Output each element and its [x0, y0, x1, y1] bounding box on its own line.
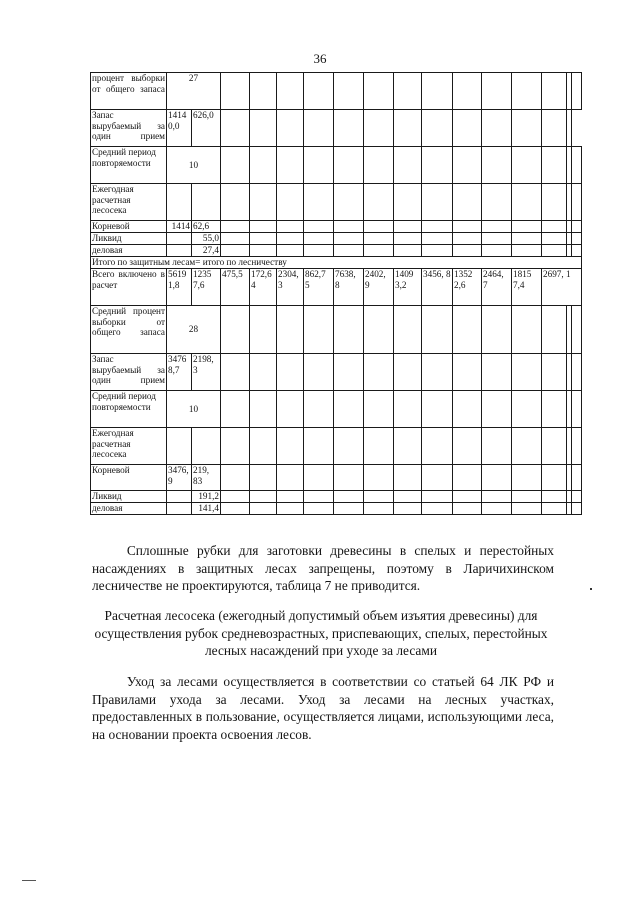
table-row: [91, 269, 582, 306]
cell-value: 3476 8,7: [167, 354, 192, 391]
table-row: [91, 428, 582, 465]
cell-value: 1352 2,6: [453, 269, 482, 306]
table-row: [91, 491, 582, 503]
row-label: Средний период повторяемости: [91, 391, 167, 428]
total-heading: Итого по защитным лесам= итого по лесничеству: [91, 257, 582, 269]
cell-value: 1409 3,2: [394, 269, 422, 306]
cell-value: 141,4: [192, 503, 221, 515]
cell-value: 191,2: [192, 491, 221, 503]
row-label: Ежегодная расчетная лесосека: [91, 428, 167, 465]
cell-value: 172,6 4: [250, 269, 277, 306]
cell-value: 2464, 7: [482, 269, 512, 306]
cell-value: 3456, 8: [422, 269, 453, 306]
cell-value: 10: [167, 147, 221, 184]
scan-edge-mark: [22, 880, 36, 881]
row-label: Всего включено в расчет: [91, 269, 167, 306]
cell-value: 27: [167, 73, 221, 110]
cell-value: 2697, 1: [542, 269, 582, 306]
row-label: Средний период повторяемости: [91, 147, 167, 184]
forest-data-table: [90, 72, 582, 515]
cell-value: 2402, 9: [364, 269, 394, 306]
cell-value: 7638, 8: [334, 269, 364, 306]
table-row: [91, 184, 582, 221]
cell-value: 62,6: [192, 221, 221, 233]
table-row: [91, 391, 582, 428]
cell-value: 27,4: [192, 245, 221, 257]
section-heading: Расчетная лесосека (ежегодный допустимый объем изъятия древесины) для осуществления рубок средневозрастных, приспевающих, спелых, перестойных лесных насаждений при уходе за лесами: [94, 608, 548, 658]
row-label: Корневой: [91, 221, 167, 233]
cell-value: 626,0: [192, 110, 221, 147]
row-label: деловая: [91, 245, 167, 257]
cell-value: 28: [167, 306, 221, 354]
cell-value: 475,5: [221, 269, 250, 306]
row-label: процент выборки от общего запаса: [91, 73, 167, 110]
table-row: [91, 147, 582, 184]
table-row: [91, 257, 582, 269]
table-row: [91, 245, 582, 257]
cell-value: 5619 1,8: [167, 269, 192, 306]
cell-value: 2304, 3: [277, 269, 304, 306]
page-number: 36: [313, 51, 327, 66]
row-label: Запас вырубаемый за один прием: [91, 110, 167, 147]
row-label: Ежегодная расчетная лесосека: [91, 184, 167, 221]
row-label: деловая: [91, 503, 167, 515]
cell-value: 1815 7,4: [512, 269, 542, 306]
cell-value: 1414 0,0: [167, 110, 192, 147]
table-row: [91, 465, 582, 491]
row-label: Ликвид: [91, 491, 167, 503]
cell-value: 55,0: [192, 233, 221, 245]
row-label: Корневой: [91, 465, 167, 491]
cell-value: 1414: [167, 221, 192, 233]
table-row: [91, 73, 582, 110]
cell-value: 10: [167, 391, 221, 428]
cell-value: 1235 7,6: [192, 269, 221, 306]
table-row: [91, 503, 582, 515]
cell-value: 3476, 9: [167, 465, 192, 491]
scan-speck: [590, 588, 592, 590]
row-label: Запас вырубаемый за один прием: [91, 354, 167, 391]
cell-value: 2198, 3: [192, 354, 221, 391]
table-row: [91, 233, 582, 245]
paragraph-forest-care: Уход за лесами осуществляется в соответствии со статьей 64 ЛК РФ и Правилами ухода за лесами. Уход за лесами на лесных участках, предоставленных в пользование, осуществляется лицами, использующими леса, на основании проекта освоения лесов.: [92, 674, 554, 742]
cell-value: 219, 83: [192, 465, 221, 491]
table-row: [91, 221, 582, 233]
paragraph-clear-cutting: Сплошные рубки для заготовки древесины в спелых и перестойных насаждениях в защитных лесах запрещены, поэтому в Ларичихинском лесничестве не проектируются, таблица 7 не приводится.: [92, 543, 554, 593]
row-label: Ликвид: [91, 233, 167, 245]
table-row: [91, 354, 582, 391]
table-row: [91, 110, 582, 147]
cell-value: 862,7 5: [304, 269, 334, 306]
table-row: [91, 306, 582, 354]
row-label: Средний процент выборки от общего запаса: [91, 306, 167, 354]
